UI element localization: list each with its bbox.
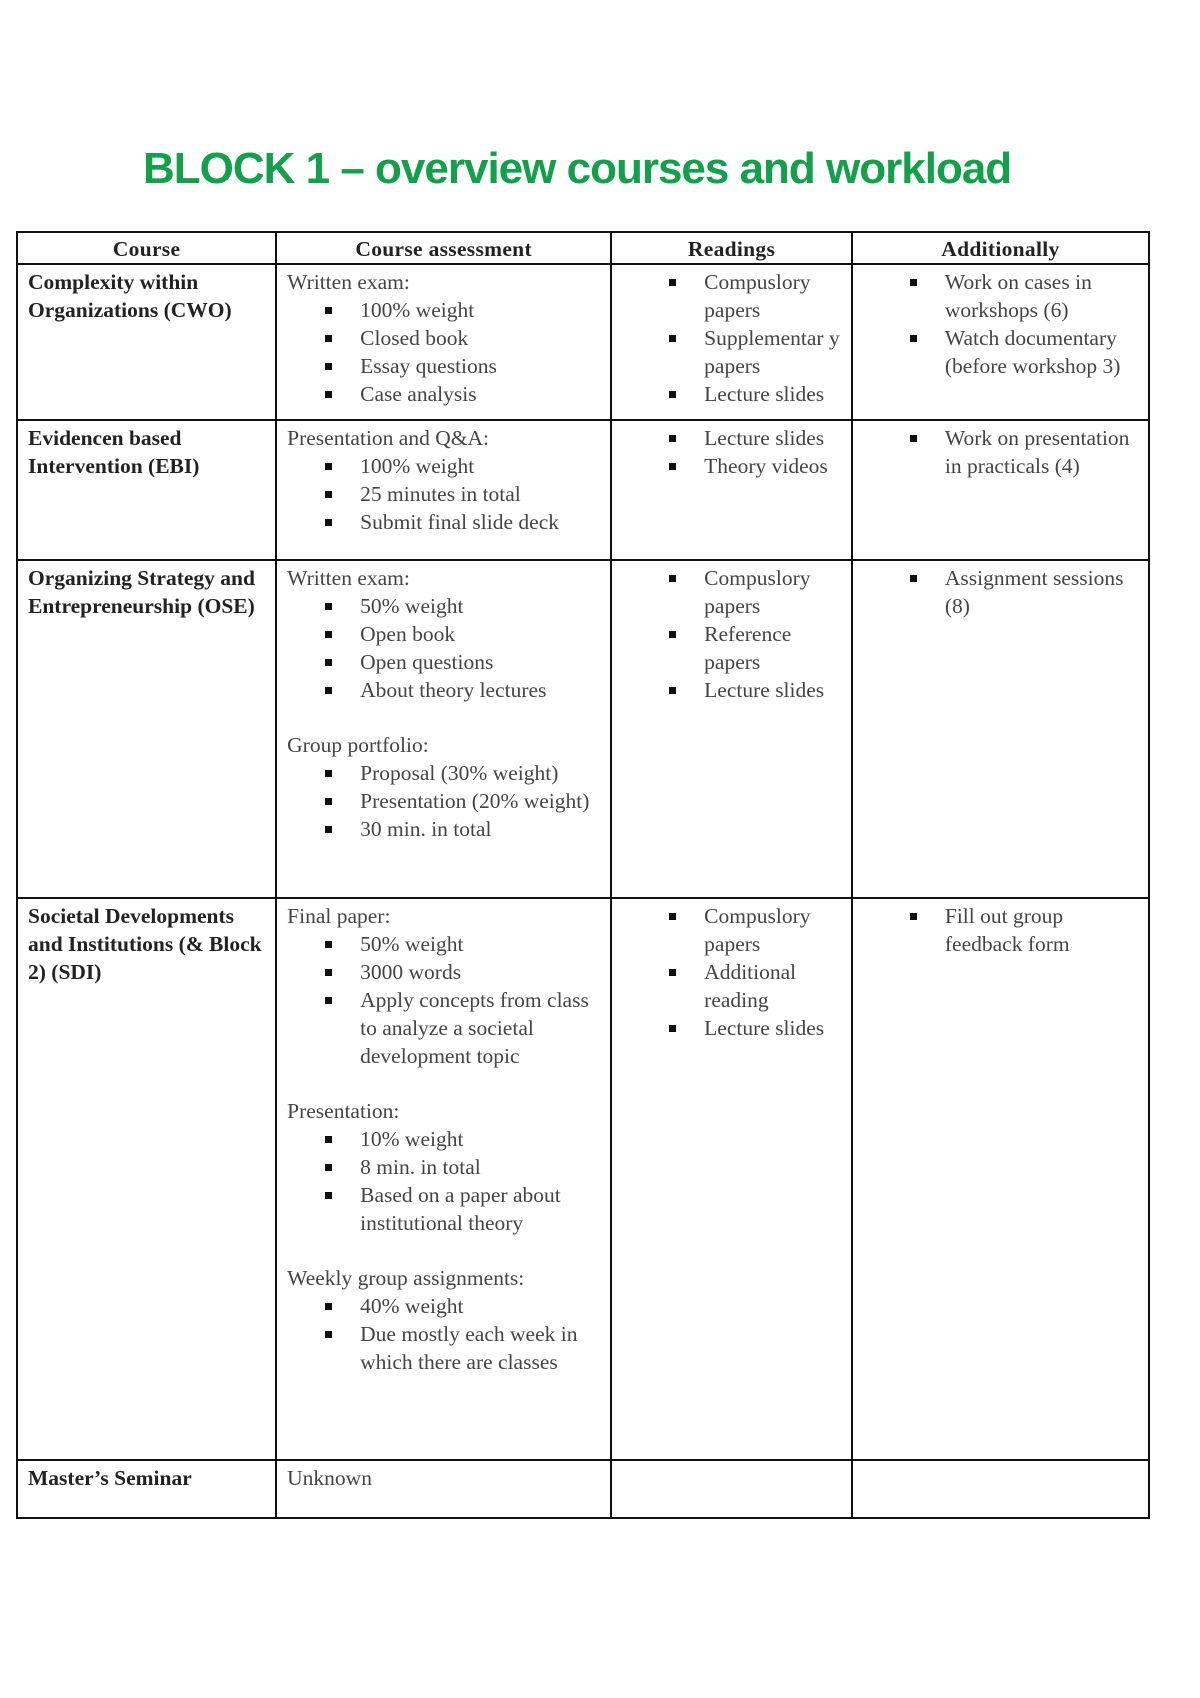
list-item: Compuslory papers [622, 902, 843, 958]
list-item: 50% weight [287, 930, 602, 958]
additionally-cell [852, 264, 1149, 420]
assessment-list [287, 1292, 602, 1376]
table-row [17, 264, 1149, 420]
list-item: Due mostly each week in which there are classes [287, 1320, 602, 1376]
list-item: 10% weight [287, 1125, 602, 1153]
list-item: 100% weight [287, 296, 602, 324]
additionally-list [863, 268, 1140, 380]
list-item: Work on presentation in practicals (4) [863, 424, 1140, 480]
table-row [17, 1460, 1149, 1518]
table-header-row [17, 232, 1149, 264]
course-name-cell: Societal Developments and Institutions (& Block 2) (SDI) [17, 898, 276, 1460]
list-item: Lecture slides [622, 424, 843, 452]
readings-cell [611, 898, 852, 1460]
assessment-label: Written exam: [287, 270, 410, 294]
list-item: 25 minutes in total [287, 480, 602, 508]
assessment-label: Presentation and Q&A: [287, 426, 489, 450]
list-item: Open questions [287, 648, 602, 676]
list-item: Open book [287, 620, 602, 648]
course-name-cell: Organizing Strategy and Entrepreneurship (OSE) [17, 560, 276, 898]
header-course: Course [17, 232, 276, 264]
assessment-cell [276, 264, 611, 420]
list-item: 50% weight [287, 592, 602, 620]
course-name-cell: Master’s Seminar [17, 1460, 276, 1518]
course-name-cell: Evidencen based Intervention (EBI) [17, 420, 276, 560]
assessment-label: Weekly group assignments: [287, 1266, 525, 1290]
assessment-cell [276, 898, 611, 1460]
table-row [17, 898, 1149, 1460]
list-item: Lecture slides [622, 676, 843, 704]
list-item: Theory videos [622, 452, 843, 480]
readings-cell [611, 560, 852, 898]
course-overview-table [16, 231, 1150, 1519]
assessment-label: Final paper: [287, 904, 391, 928]
list-item: 8 min. in total [287, 1153, 602, 1181]
list-item: Reference papers [622, 620, 843, 676]
assessment-list [287, 452, 602, 536]
list-item: Lecture slides [622, 380, 843, 408]
list-item: Proposal (30% weight) [287, 759, 602, 787]
readings-cell [611, 1460, 852, 1518]
list-item: 30 min. in total [287, 815, 602, 843]
assessment-label: Group portfolio: [287, 733, 429, 757]
list-item: 100% weight [287, 452, 602, 480]
list-item: Presentation (20% weight) [287, 787, 602, 815]
additionally-cell [852, 1460, 1149, 1518]
assessment-list [287, 930, 602, 1070]
list-item: Work on cases in workshops (6) [863, 268, 1140, 324]
spacer [287, 1070, 602, 1097]
list-item: Lecture slides [622, 1014, 843, 1042]
spacer [287, 1237, 602, 1264]
table-row [17, 420, 1149, 560]
list-item: Fill out group feedback form [863, 902, 1140, 958]
list-item: 3000 words [287, 958, 602, 986]
assessment-list [287, 296, 602, 408]
assessment-cell: Unknown [276, 1460, 611, 1518]
assessment-cell [276, 560, 611, 898]
assessment-list [287, 1125, 602, 1237]
list-item: Watch documentary (before workshop 3) [863, 324, 1140, 380]
list-item: Apply concepts from class to analyze a societal development topic [287, 986, 602, 1070]
list-item: About theory lectures [287, 676, 602, 704]
list-item: Closed book [287, 324, 602, 352]
readings-list [622, 564, 843, 704]
additionally-cell [852, 420, 1149, 560]
assessment-list [287, 759, 602, 843]
header-course-assessment: Course assessment [276, 232, 611, 264]
list-item: Additional reading [622, 958, 843, 1014]
table-row [17, 560, 1149, 898]
readings-cell [611, 420, 852, 560]
additionally-cell [852, 898, 1149, 1460]
assessment-list [287, 592, 602, 704]
additionally-cell [852, 560, 1149, 898]
list-item: Compuslory papers [622, 268, 843, 324]
assessment-label: Presentation: [287, 1099, 400, 1123]
additionally-list [863, 564, 1140, 620]
page-title: BLOCK 1 – overview courses and workload [143, 144, 1012, 193]
list-item: Case analysis [287, 380, 602, 408]
header-readings: Readings [611, 232, 852, 264]
assessment-cell [276, 420, 611, 560]
readings-list [622, 902, 843, 1042]
spacer [287, 704, 602, 731]
list-item: Compuslory papers [622, 564, 843, 620]
additionally-list [863, 424, 1140, 480]
readings-list [622, 424, 843, 480]
list-item: Supplementar y papers [622, 324, 843, 380]
readings-list [622, 268, 843, 408]
list-item: Based on a paper about institutional theory [287, 1181, 602, 1237]
list-item: Assignment sessions (8) [863, 564, 1140, 620]
readings-cell [611, 264, 852, 420]
additionally-list [863, 902, 1140, 958]
header-additionally: Additionally [852, 232, 1149, 264]
assessment-label: Written exam: [287, 566, 410, 590]
list-item: 40% weight [287, 1292, 602, 1320]
list-item: Essay questions [287, 352, 602, 380]
course-name-cell: Complexity within Organizations (CWO) [17, 264, 276, 420]
list-item: Submit final slide deck [287, 508, 602, 536]
